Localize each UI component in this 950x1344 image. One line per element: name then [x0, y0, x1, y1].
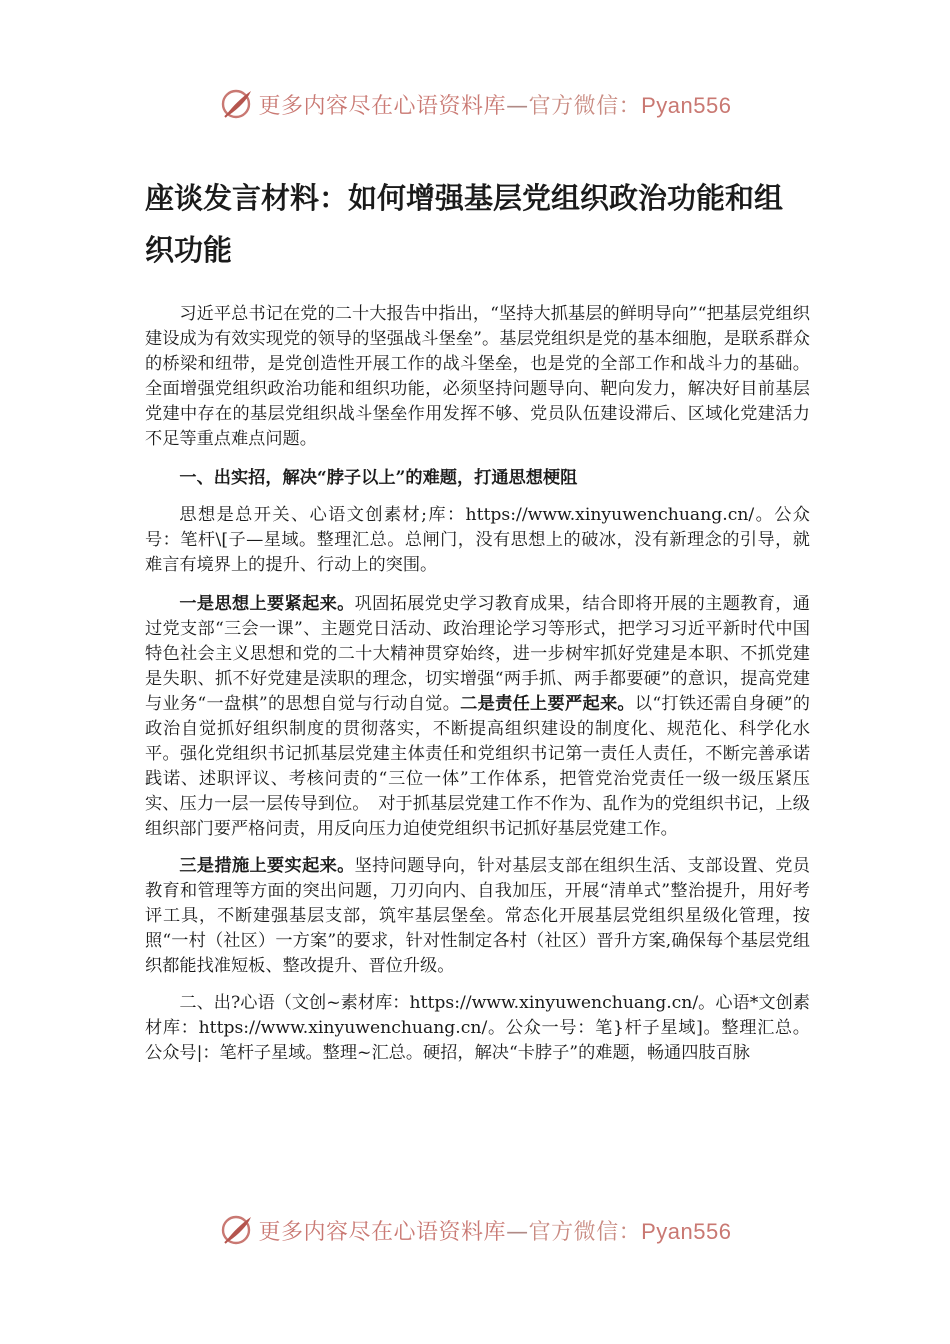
point2-lead: 二是责任上要严起来。	[460, 694, 635, 714]
watermark-banner-top	[0, 84, 950, 124]
point2-text: 以“打铁还需自身硬”的政治自觉抓好组织制度的贯彻落实，不断提高组织建设的制度化、规范化、科学化水平。强化党组织书记抓基层党建主体责任和党组织书记第一责任人责任，不断完善承诺践诺、述职评议、考核问责的“三位一体”工作体系，把管党治党责任一级一级压紧压实、压力一层一层传导到位。 对于抓基层党建工作不作为、乱作为的党组织书记，上级组织部门要严格问责，用反向压力迫使党组织书记抓好基层党建工作。	[145, 694, 810, 839]
section2-paragraph: 二、出?心语（文创~素材库：https://www.xinyuwenchuang.cn/。心语*文创素材库：https://www.xinyuwenchuang.cn/。公众一号：笔}杆子星域]。整理汇总。公众号|：笔杆子星域。整理~汇总。硬招，解决“卡脖子”的难题，畅通四肢百脉	[145, 993, 810, 1063]
quill-logo-icon	[219, 1212, 255, 1248]
intro-paragraph: 习近平总书记在党的二十大报告中指出，“坚持大抓基层的鲜明导向”“把基层党组织建设成为有效实现党的领导的坚强战斗堡垒”。基层党组织是党的基本细胞，是联系群众的桥梁和纽带，是党创造性开展工作的战斗堡垒，也是党的全部工作和战斗力的基础。全面增强党组织政治功能和组织功能，必须坚持问题导向、靶向发力，解决好目前基层党建中存在的基层党组织战斗堡垒作用发挥不够、党员队伍建设滞后、区域化党建活力不足等重点难点问题。	[145, 304, 810, 449]
point3-paragraph	[145, 854, 810, 979]
point1-text: 巩固拓展党史学习教育成果，结合即将开展的主题教育，通过党支部“三会一课”、主题党日活动、政治理论学习等形式，把学习习近平新时代中国特色社会主义思想和党的二十大精神贯穿始终，进一步树牢抓好党建是本职、不抓党建是失职、抓不好党建是渎职的理念，切实增强“两手抓、两手都要硬”的意识，提高党建与业务“一盘棋”的思想自觉与行动自觉。	[145, 594, 810, 714]
banner-separator: —	[506, 1219, 529, 1245]
section1-paragraph: 思想是总开关、心语文创素材;库：https://www.xinyuwenchuang.cn/。公众号：笔杆\[子—星域。整理汇总。总闸门，没有思想上的破冰，没有新理念的引导，就难言有境界上的提升、行动上的突围。	[145, 505, 810, 575]
point3-lead: 三是措施上要实起来。	[179, 856, 355, 876]
points-1-2-paragraph	[145, 592, 810, 842]
section1-heading: 一、出实招，解决“脖子以上”的难题，打通思想梗阻	[179, 468, 578, 488]
banner-wechat-label: 官方微信：	[528, 93, 642, 119]
banner-brand: 更多内容尽在心语资料库	[258, 93, 507, 119]
watermark-banner-bottom	[0, 1210, 950, 1250]
document-body	[145, 172, 810, 1066]
point1-lead: 一是思想上要紧起来。	[179, 594, 355, 614]
banner-account: Pyan556	[641, 1218, 732, 1244]
banner-account: Pyan556	[641, 92, 732, 118]
page-title: 座谈发言材料：如何增强基层党组织政治功能和组织功能	[145, 181, 784, 267]
banner-separator: —	[506, 93, 529, 119]
banner-wechat-label: 官方微信：	[528, 1219, 642, 1245]
banner-brand: 更多内容尽在心语资料库	[258, 1219, 507, 1245]
quill-logo-icon	[219, 86, 255, 122]
point3-text: 坚持问题导向，针对基层支部在组织生活、支部设置、党员教育和管理等方面的突出问题，刀刃向内、自我加压，开展“清单式”整治提升，用好考评工具，不断建强基层支部，筑牢基层堡垒。常态化开展基层党组织星级化管理，按照“一村（社区）一方案”的要求，针对性制定各村（社区）晋升方案,确保每个基层党组织都能找准短板、整改提升、晋位升级。	[145, 856, 810, 976]
